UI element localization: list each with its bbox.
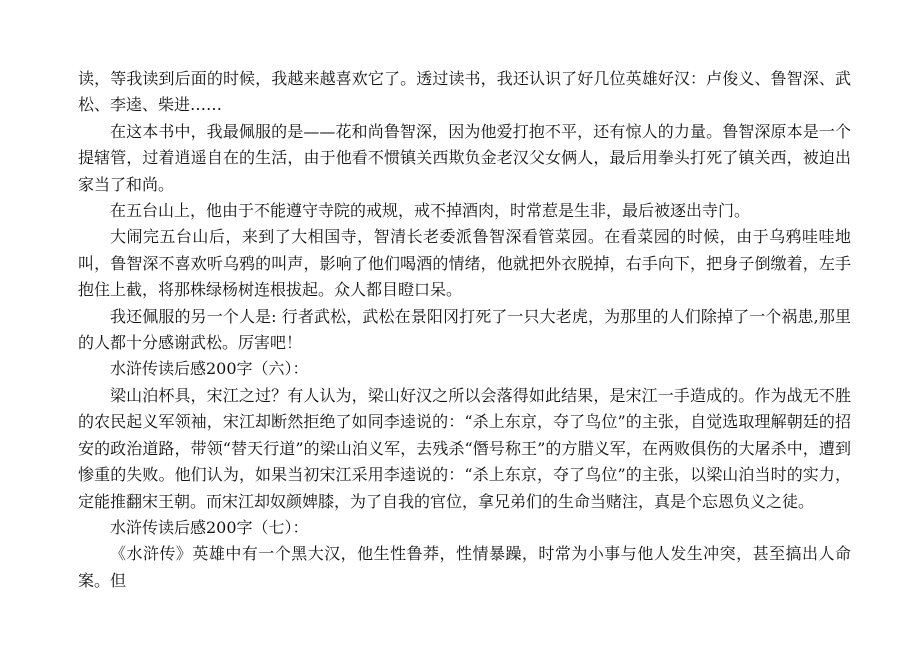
paragraph-black-man: 《水浒传》英雄中有一个黑大汉，他生性鲁莽，性情暴躁，时常为小事与他人发生冲突，甚至搞出人命案。但 (78, 544, 851, 590)
paragraph-daxiangguo-temple: 大闹完五台山后，来到了大相国寺，智清长老委派鲁智深看管菜园。在看菜园的时候，由于乌鸦哇哇地叫，鲁智深不喜欢听乌鸦的叫声，影响了他们喝酒的情绪，他就把外衣脱掉，右手向下，把身子倒缴着，左手抱住上截，将那株绿杨树连根拔起。众人都目瞪口呆。 (78, 227, 851, 300)
paragraph-continuation: 读，等我读到后面的时候，我越来越喜欢它了。透过读书，我还认识了好几位英雄好汉：卢俊义、鲁智深、武松、李逵、柴进…… (78, 69, 851, 115)
paragraph-wutai-mountain: 在五台山上，他由于不能遵守寺院的戒规，戒不掉酒肉，时常惹是生非，最后被逐出寺门。 (110, 201, 751, 221)
paragraph-wu-song: 我还佩服的另一个人是: 行者武松，武松在景阳冈打死了一只大老虎，为那里的人们除掉了一个祸患,那里的人都十分感谢武松。厉害吧！ (78, 306, 851, 353)
section-heading-seven: 水浒传读后感200字（七）： (110, 517, 309, 537)
section-heading-six: 水浒传读后感200字（六）： (110, 359, 309, 379)
document-page (78, 66, 851, 594)
paragraph-song-jiang: 梁山泊杯具，宋江之过？有人认为，梁山好汉之所以会落得如此结果，是宋江一手造成的。作为战无不胜的农民起义军领袖，宋江却断然拒绝了如同李逵说的：“杀上东京，夺了鸟位”的主张，自觉选取理解朝廷的招安的政治道路，带领“替天行道”的梁山泊义军，去残杀“僭号称王”的方腊义军，在两败俱伤的大屠杀中，遭到惨重的失败。他们认为，如果当初宋江采用李逵说的：“杀上东京，夺了鸟位”的主张，以梁山泊当时的实力，定能推翻宋王朝。而宋江却奴颜婢膝，为了自我的官位，拿兄弟们的生命当赌注，真是个忘恩负义之徒。 (78, 385, 851, 511)
paragraph-lu-zhishen-intro: 在这本书中，我最佩服的是——花和尚鲁智深，因为他爱打抱不平，还有惊人的力量。鲁智深原本是一个提辖管，过着逍遥自在的生活，由于他看不惯镇关西欺负金老汉父女俩人，最后用拳头打死了镇关西，被迫出家当了和尚。 (78, 121, 851, 194)
